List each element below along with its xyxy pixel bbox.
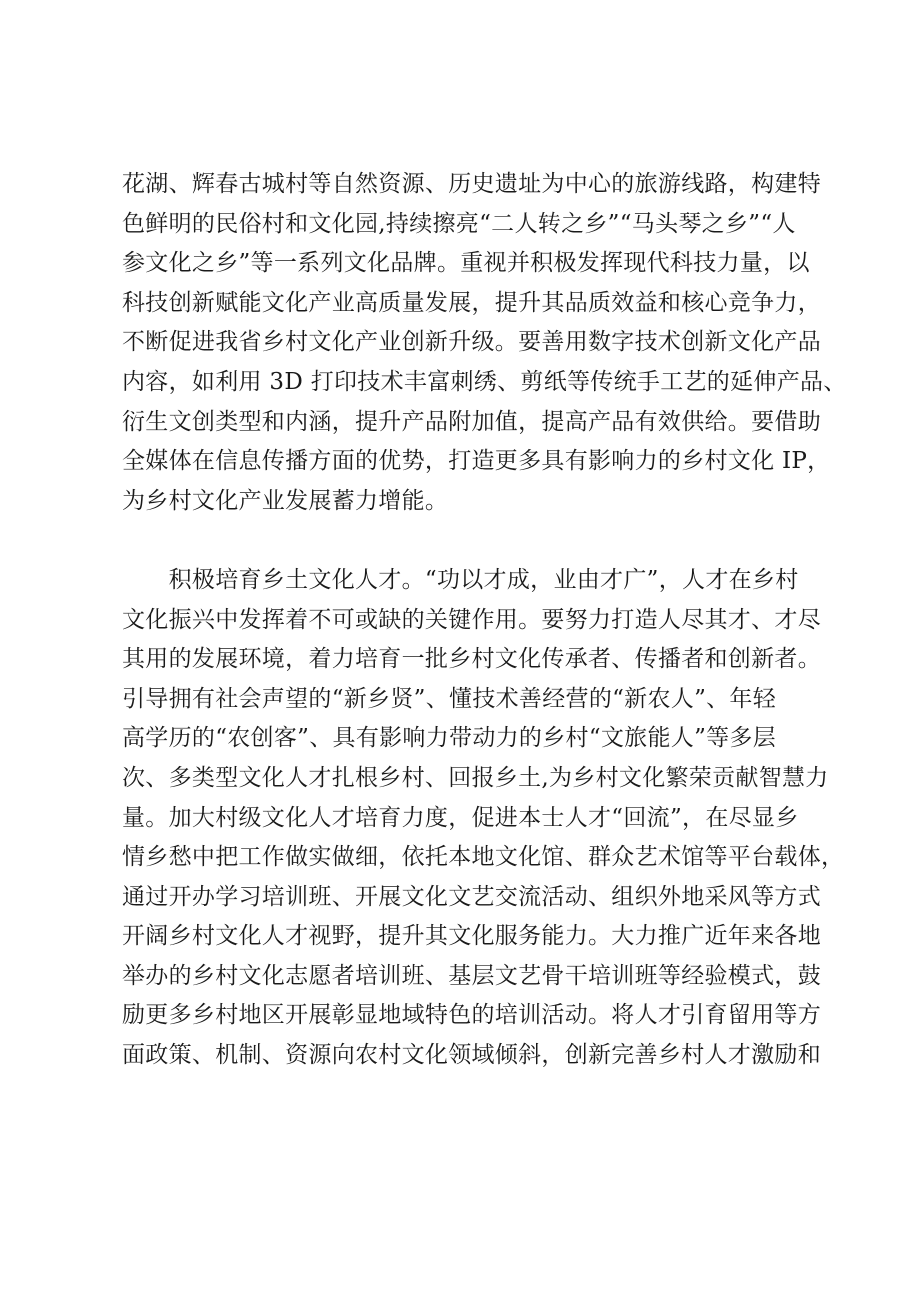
text-line: 色鲜明的民俗村和文化园,持续擦亮“二人转之乡”“马头琴之乡”“人 xyxy=(122,210,796,237)
body-text xyxy=(122,165,847,1076)
text-line: 量。加大村级文化人才培育力度，促进本士人才“回流”，在尽显乡 xyxy=(122,804,799,831)
text-line: 花湖、辉春古城村等自然资源、历史遗址为中心的旅游线路，构建特 xyxy=(122,171,821,197)
paragraph-1 xyxy=(122,165,847,521)
text-line: 衍生文创类型和内涵，提升产品附加值，提高产品有效供给。要借助 xyxy=(122,408,821,435)
text-line: 高学历的“农创客”、具有影响力带动力的乡村“文旅能人”等多层 xyxy=(122,725,777,752)
text-line: 参文化之乡”等一系列文化品牌。重视并积极发挥现代科技力量，以 xyxy=(122,250,810,277)
paragraph-gap xyxy=(122,521,822,561)
text-line: 举办的乡村文化志愿者培训班、基层文艺骨干培训班等经验模式，鼓 xyxy=(122,962,821,989)
text-line: 励更多乡村地区开展彰显地域特色的培训活动。将人才引育留用等方 xyxy=(122,1002,821,1029)
text-line: 内容，如利用 3D 打印技术丰富刺绣、剪纸等传统手工艺的延伸产品、 xyxy=(122,368,847,395)
text-line: 科技创新赋能文化产业高质量发展，提升其品质效益和核心竞争力， xyxy=(122,289,821,316)
text-line: 次、多类型文化人才扎根乡村、回报乡土,为乡村文化繁荣贡献智慧力 xyxy=(122,764,829,791)
text-line: 情乡愁中把工作做实做细，依托本地文化馆、群众艺术馆等平台载体， xyxy=(122,844,845,871)
text-line: 引导拥有社会声望的“新乡贤”、懂技术善经营的“新农人”、年轻 xyxy=(122,685,777,712)
text-line: 不断促进我省乡村文化产业创新升级。要善用数字技术创新文化产品 xyxy=(122,329,821,356)
text-line: 全媒体在信息传播方面的优势，打造更多具有影响力的乡村文化 IP， xyxy=(122,448,831,475)
text-line: 为乡村文化产业发展蓄力增能。 xyxy=(122,487,449,514)
text-line: 积极培育乡土文化人才。“功以才成，业由才广”，人才在乡村 xyxy=(122,566,799,593)
paragraph-2 xyxy=(122,561,845,1076)
text-line: 通过开办学习培训班、开展文化文艺交流活动、组织外地采风等方式 xyxy=(122,883,821,910)
text-line: 面政策、机制、资源向农村文化领域倾斜，创新完善乡村人才激励和 xyxy=(122,1042,821,1069)
text-line: 其用的发展环境，着力培育一批乡村文化传承者、传播者和创新者。 xyxy=(122,646,821,673)
text-line: 开阔乡村文化人才视野，提升其文化服务能力。大力推广近年来各地 xyxy=(122,923,821,950)
text-line: 文化振兴中发挥着不可或缺的关键作用。要努力打造人尽其才、才尽 xyxy=(122,606,821,633)
